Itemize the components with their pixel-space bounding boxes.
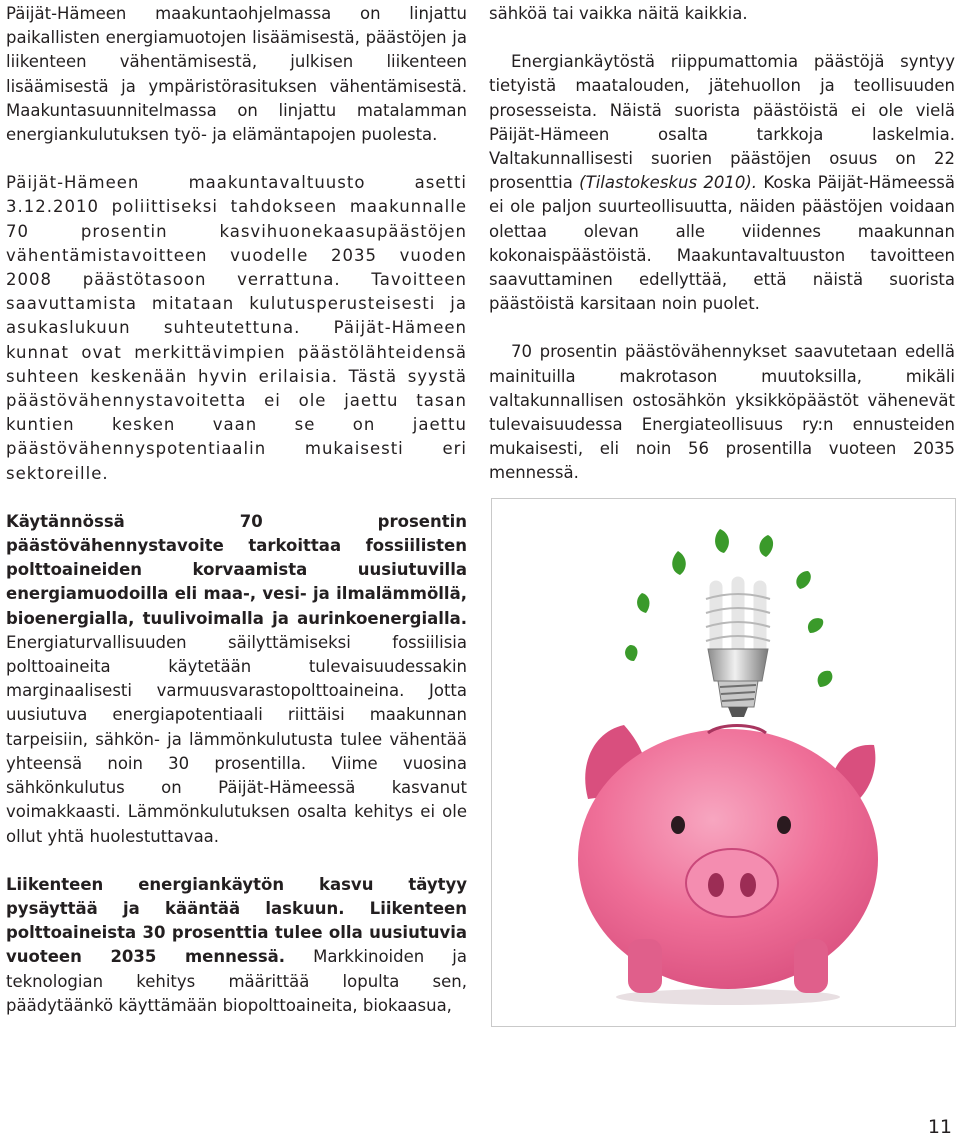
left-text-column: [6, 2, 467, 1018]
paragraph-direct-emissions-a: Energiankäytöstä riippumattomia päästöjä syntyy tietyistä maatalouden, jätehuollon ja teollisuuden prosesseista. Näistä suorista päästöistä ei ole vielä Päijät-Hämeen osalta tarkkoja laskelmia. Valtakunnallisesti suorien päästöjen osuus on 22 prosenttia: [489, 52, 955, 193]
paragraph-direct-emissions-b: Koska Päijät-Hämeessä ei ole paljon suurteollisuutta, näiden päästöjen voidaan olettaa olevan alle viidennes maakunnan kokonaispäästöistä. Maakuntavaltuuston tavoitteen saavuttaminen edellyttää, että näistä suorista päästöistä karsitaan noin puolet.: [489, 173, 955, 314]
paragraph-renewables-bold: Käytännössä 70 prosentin päästövähennystavoite tarkoittaa fossiilisten polttoaineiden korvaamista uusiutuvilla energiamuodoilla eli maa-, vesi- ja ilmalämmöllä, bioenergialla, tuulivoimalla ja aurinkoenergialla.: [6, 511, 467, 628]
paragraph-direct-emissions: [489, 50, 955, 316]
paragraph-council-target: Päijät-Hämeen maakuntavaltuusto asetti 3.12.2010 poliittiseksi tahdokseen maakunnalle 70 prosentin kasvihuonekaasupäästöjen vähentämistavoitteen vuodelle 2035 vuoden 2008 päästötasoon verrattuna. Tavoitteen saavuttamista mitataan kulutusperusteisesti ja asukaslukuun suhteutettuna. Päijät-Hämeen kunnat ovat merkittävimpien päästölähteidensä suhteen keskenään hyvin erilaisia. Tästä syystä päästövähennystavoitetta ei ole jaettu tasan kuntien kesken vaan se on jaettu päästövähennyspotentiaalin mukaisesti eri sektoreille.: [6, 173, 467, 483]
paragraph-renewables: [6, 510, 467, 849]
illustration: [492, 499, 955, 1026]
paragraph-macro-changes: 70 prosentin päästövähennykset saavutetaan edellä mainituilla makrotason muutoksilla, mikäli valtakunnallisen ostosähkön yksikköpäästöt vähenevät tulevaisuudessa Energiateollisuus ry:n ennusteiden mukaisesti, eli noin 56 prosentilla vuoteen 2035 mennessä.: [489, 342, 955, 483]
energy-saving-bulb-icon: [706, 583, 770, 717]
citation-tilastokeskus: (Tilastokeskus 2010).: [579, 173, 758, 193]
piggy-bank-icon: [578, 725, 878, 1005]
paragraph-renewables-rest: Energiaturvallisuuden säilyttämiseksi fossiilisia polttoaineita käytetään tulevaisuudessakin marginaalisesti varmuusvarastopolttoaineina. Jotta uusiutuva energiapotentiaali riittäisi maakunnan tarpeisiin, sähkön- ja lämmönkulutusta tulee vähentää yhteensä noin 30 prosentilla. Viime vuosina sähkönkulutus on Päijät-Hämeessä kasvanut voimakkaasti. Lämmönkulutuksen osalta kehitys ei ole ollut yhtä huolestuttavaa.: [6, 632, 467, 846]
paragraph-continuation: sähköä tai vaikka näitä kaikkia.: [489, 4, 748, 23]
right-text-column: [489, 2, 955, 486]
paragraph-regional-programme: Päijät-Hämeen maakuntaohjelmassa on linjattu paikallisten energiamuotojen lisäämisestä, päästöjen ja liikenteen vähentämisestä, julkisen liikenteen lisäämisestä ja ympäristörasituksen vähentämisestä. Maakuntasuunnitelmassa on linjattu matalamman energiankulutuksen työ- ja elämäntapojen puolesta.: [6, 4, 467, 145]
page-number: 11: [927, 1116, 952, 1138]
paragraph-traffic: [6, 873, 467, 1018]
paragraph-traffic-rest: Markkinoiden ja teknologian kehitys määrittää lopulta sen, päädytäänkö käyttämään biopolttoaineita, biokaasua,: [6, 947, 467, 1015]
paragraph-traffic-bold: Liikenteen energiankäytön kasvu täytyy pysäyttää ja kääntää laskuun. Liikenteen polttoaineista 30 prosenttia tulee olla uusiutuvia vuoteen 2035 mennessä.: [6, 874, 467, 967]
illustration-frame: [491, 498, 956, 1027]
